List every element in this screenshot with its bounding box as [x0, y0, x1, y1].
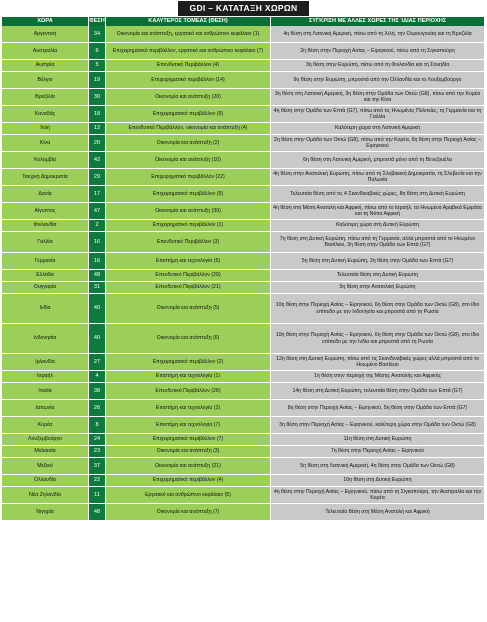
table-body: [2, 26, 485, 521]
rank-cell: 34: [89, 26, 106, 43]
compare-cell: 4η θέση στη Λατινική Αμερική, πίσω από τη Χιλή, την Ουρουγουάη και τη Βραζιλία: [271, 26, 485, 43]
sector-cell: Οικονομία και ανάπτυξη (5): [106, 294, 271, 324]
table-row: [2, 324, 485, 354]
sector-cell: Οικονομία και ανάπτυξη (7): [106, 504, 271, 521]
compare-cell: 8η θέση στην Περιοχή Ασίας – Ειρηνικού, 5η θέση στην Ομάδα των Επτά (G7): [271, 400, 485, 417]
country-cell: Μεξικό: [2, 458, 89, 475]
sector-cell: Επιχειρηματικό περιβάλλον, εργατικό και ανθρώπινο κεφάλαιο (7): [106, 43, 271, 60]
country-cell: Βραζιλία: [2, 89, 89, 106]
table-row: [2, 220, 485, 232]
country-cell: Νιγηρία: [2, 504, 89, 521]
sector-cell: Οικονομία και ανάπτυξη (39): [106, 203, 271, 220]
country-cell: Καναδάς: [2, 106, 89, 123]
rank-cell: 23: [89, 446, 106, 458]
table-row: [2, 504, 485, 521]
compare-cell: 4η θέση στην Περιοχή Ασίας – Ειρηνικού, πίσω από τη Σιγκαπούρη, την Αυστραλία και την Κορέα: [271, 487, 485, 504]
rank-cell: 31: [89, 282, 106, 294]
table-row: [2, 446, 485, 458]
page-title: GDI – ΚΑΤΑΤΑΞΗ ΧΩΡΩΝ: [178, 1, 310, 16]
country-cell: Αίγυπτος: [2, 203, 89, 220]
table-row: [2, 400, 485, 417]
rank-cell: 16: [89, 232, 106, 253]
table-row: [2, 458, 485, 475]
compare-cell: Τελευταία θέση από τις 4 Σκανδιναβικές χώρες, 8η θέση στη Δυτική Ευρώπη: [271, 186, 485, 203]
country-cell: Γερμανία: [2, 253, 89, 270]
country-cell: Αυστρία: [2, 60, 89, 72]
country-cell: Χιλή: [2, 123, 89, 135]
compare-cell: 3η θέση στη Λατινική Αμερική, 3η θέση στην Ομάδα των Οκτώ (G8), πίσω από την Κορέα και την Κίνα: [271, 89, 485, 106]
rank-cell: 26: [89, 400, 106, 417]
rank-cell: 2: [89, 220, 106, 232]
column-header-sector: ΚΑΛΥΤΕΡΟΣ ΤΟΜΕΑΣ (ΘΕΣΗ): [106, 17, 271, 26]
country-cell: Ινδία: [2, 294, 89, 324]
compare-cell: 3η θέση στην Ευρώπη, πίσω από τη Φινλανδία και τη Σουηδία: [271, 60, 485, 72]
column-header-rank: ΘΕΣΗ: [89, 18, 105, 24]
compare-cell: 7η θέση στην Περιοχή Ασίας – Ειρηνικού: [271, 446, 485, 458]
table-row: [2, 203, 485, 220]
compare-cell: 1η θέση στην περιοχή της Μέσης Ανατολής και Αφρικής: [271, 371, 485, 383]
table-row: [2, 169, 485, 186]
rank-cell: 27: [89, 354, 106, 371]
compare-cell: 5η θέση στη Δυτική Ευρώπη, 2η θέση στην Ομάδα των Επτά (G7): [271, 253, 485, 270]
sector-cell: Επιχειρηματικό περιβάλλον (7): [106, 434, 271, 446]
table-row: [2, 135, 485, 152]
country-cell: Τσεχική Δημοκρατία: [2, 169, 89, 186]
sector-cell: Επενδυτικό Περιβάλλον (29): [106, 270, 271, 282]
table-row: [2, 270, 485, 282]
rank-cell: 48: [89, 504, 106, 521]
rank-cell: 47: [89, 203, 106, 220]
rank-cell: 48: [89, 270, 106, 282]
sector-cell: Επιχειρηματικό περιβάλλον (4): [106, 475, 271, 487]
rank-cell: 40: [89, 294, 106, 324]
table-row: [2, 106, 485, 123]
sector-cell: Επιχειρηματικό περιβάλλον (22): [106, 169, 271, 186]
compare-cell: 11η θέση στη Δυτική Ευρώπη: [271, 434, 485, 446]
sector-cell: Επενδυτικό Περιβάλλον (4): [106, 60, 271, 72]
rank-cell: 5: [89, 60, 106, 72]
country-cell: Ουγγαρία: [2, 282, 89, 294]
compare-cell: 4η θέση στην Ανατολική Ευρώπη, πίσω από τη Σλοβακική Δημοκρατία, τη Σλοβενία και την Πολωνία: [271, 169, 485, 186]
country-cell: Κίνα: [2, 135, 89, 152]
compare-cell: 9η θέση στην Ευρώπη, μπροστά από την Ολλανδία και το Λουξεμβούργο: [271, 72, 485, 89]
table-row: [2, 152, 485, 169]
country-cell: Ολλανδία: [2, 475, 89, 487]
compare-cell: 4η θέση στην Ομάδα των Επτά (G7), πίσω από τις Ηνωμένες Πολιτείες, τη Γερμανία και τη Γαλλία: [271, 106, 485, 123]
rank-cell: 30: [89, 89, 106, 106]
compare-cell: Τελευταία θέση στη Δυτική Ευρώπη: [271, 270, 485, 282]
column-header-country: ΧΩΡΑ: [2, 17, 89, 26]
table-row: [2, 72, 485, 89]
country-cell: Ιρλανδία: [2, 354, 89, 371]
sector-cell: Επιχειρηματικό περιβάλλον (1): [106, 220, 271, 232]
country-cell: Φινλανδία: [2, 220, 89, 232]
sector-cell: Επιστήμη και τεχνολογία (1): [106, 371, 271, 383]
sector-cell: Οικονομία και ανάπτυξη (3): [106, 446, 271, 458]
rank-cell: 40: [89, 324, 106, 354]
table-row: [2, 354, 485, 371]
compare-cell: 10η θέση στην Περιοχή Ασίας – Ειρηνικού, 6η θέση στην Ομάδα των Οκτώ (G8), στο ίδιο επίπεδο με την Ινδονησία και μπροστά από τη Ρωσία: [271, 294, 485, 324]
table-row: [2, 186, 485, 203]
sector-cell: Επιχειρηματικό περιβάλλον (14): [106, 72, 271, 89]
compare-cell: Τελευταία θέση στη Μέση Ανατολή και Αφρική: [271, 504, 485, 521]
sector-cell: Επιστήμη και τεχνολογία (2): [106, 400, 271, 417]
compare-cell: Καλύτερη χώρα στη Δυτική Ευρώπη: [271, 220, 485, 232]
table-row: [2, 43, 485, 60]
table-row: [2, 26, 485, 43]
rank-cell: 38: [89, 383, 106, 400]
country-cell: Βέλγιο: [2, 72, 89, 89]
rank-cell: 29: [89, 169, 106, 186]
country-cell: Λουξεμβούργο: [2, 434, 89, 446]
country-cell: Κορέα: [2, 417, 89, 434]
rank-cell: 37: [89, 458, 106, 475]
country-cell: Ιαπωνία: [2, 400, 89, 417]
rank-cell: 12: [89, 123, 106, 135]
table-row: [2, 383, 485, 400]
country-cell: Κολομβία: [2, 152, 89, 169]
table-row: [2, 417, 485, 434]
rank-cell: 22: [89, 475, 106, 487]
sector-cell: Οικονομία και ανάπτυξη, εργατικό και ανθρώπινο κεφάλαιο (1): [106, 26, 271, 43]
sector-cell: Εργατικό και ανθρώπινο κεφάλαιο (5): [106, 487, 271, 504]
country-cell: Νέα Ζηλανδία: [2, 487, 89, 504]
rank-cell: 19: [89, 72, 106, 89]
compare-cell: 4η θέση στη Μέση Ανατολή και Αφρική, πίσω από το Ισραήλ, τα Ηνωμένα Αραβικά Εμιράτα και τη Νότια Αφρική: [271, 203, 485, 220]
sector-cell: Επενδυτικό Περιβάλλον (3): [106, 232, 271, 253]
country-cell: Ινδονησία: [2, 324, 89, 354]
rank-cell: 4: [89, 371, 106, 383]
table-row: [2, 371, 485, 383]
table-row: [2, 434, 485, 446]
table-row: [2, 89, 485, 106]
country-cell: Ελλάδα: [2, 270, 89, 282]
sector-cell: Επιχειρηματικό περιβάλλον (6): [106, 106, 271, 123]
table-row: [2, 487, 485, 504]
country-cell: Δανία: [2, 186, 89, 203]
rank-cell: 17: [89, 186, 106, 203]
sector-cell: Οικονομία και ανάπτυξη (6): [106, 324, 271, 354]
sector-cell: Επιχειρηματικό περιβάλλον (2): [106, 354, 271, 371]
table-row: [2, 60, 485, 72]
rank-cell: 42: [89, 152, 106, 169]
rank-cell: 18: [89, 106, 106, 123]
compare-cell: 2η θέση στην Ομάδα των Οκτώ (G8), πίσω από την Κορέα, 6η θέση στην Περιοχή Ασίας – Ειρηνικού: [271, 135, 485, 152]
sector-cell: Επενδυτικό Περιβάλλον (21): [106, 282, 271, 294]
sector-cell: Οικονομία και ανάπτυξη (2): [106, 135, 271, 152]
sector-cell: Οικονομία και ανάπτυξη (21): [106, 458, 271, 475]
country-cell: Αυστραλία: [2, 43, 89, 60]
compare-cell: 5η θέση στην Ανατολική Ευρώπη: [271, 282, 485, 294]
rank-cell: 6: [89, 43, 106, 60]
sector-cell: Επενδυτικό Περιβάλλον, οικονομία και ανάπτυξη (4): [106, 123, 271, 135]
table-row: [2, 123, 485, 135]
rank-cell: 24: [89, 434, 106, 446]
compare-cell: 2η θέση στην Περιοχή Ασίας – Ειρηνικού, πίσω από τη Σιγκαπούρη: [271, 43, 485, 60]
country-cell: Αργεντινή: [2, 26, 89, 43]
compare-cell: 12η θέση στη Δυτική Ευρώπη, πίσω από τις Σκανδιναβικές χώρες αλλά μπροστά από το Ηνωμένο Βασίλειο: [271, 354, 485, 371]
compare-cell: 7η θέση στη Δυτική Ευρώπη, πίσω από τη Γερμανία, αλλά μπροστά από το Ηνωμένο Βασίλειο, 3η θέση στην Ομάδα των Επτά (G7): [271, 232, 485, 253]
header-row: [2, 17, 485, 26]
compare-cell: 6η θέση στη Λατινική Αμερική, μπροστά μόνο από τη Βενεζουέλα: [271, 152, 485, 169]
compare-cell: 5η θέση στη Λατινική Αμερική, 4η θέση στην Ομάδα των Οκτώ (G8): [271, 458, 485, 475]
compare-cell: Καλύτερη χώρα στη Λατινική Αμερική: [271, 123, 485, 135]
country-cell: Ιταλία: [2, 383, 89, 400]
rank-cell: 20: [89, 135, 106, 152]
table-row: [2, 475, 485, 487]
sector-cell: Οικονομία και ανάπτυξη (20): [106, 89, 271, 106]
table-row: [2, 294, 485, 324]
table-row: [2, 232, 485, 253]
compare-cell: 10η θέση στην Περιοχή Ασίας – Ειρηνικού, 6η θέση στην Ομάδα των Οκτώ (G8), στο ίδιο επίπεδο με την Ινδία και μπροστά από τη Ρωσία: [271, 324, 485, 354]
table-row: [2, 282, 485, 294]
country-cell: Ισραήλ: [2, 371, 89, 383]
sector-cell: Επενδυτικό Περιβάλλον (28): [106, 383, 271, 400]
table-row: [2, 253, 485, 270]
compare-cell: 10η θέση στη Δυτική Ευρώπη: [271, 475, 485, 487]
title-bar: [0, 0, 487, 17]
rank-cell: 11: [89, 487, 106, 504]
rank-cell: 16: [89, 253, 106, 270]
sector-cell: Επιστήμη και τεχνολογία (7): [106, 417, 271, 434]
sector-cell: Επιχειρηματικό περιβάλλον (5): [106, 186, 271, 203]
rank-cell: 8: [89, 417, 106, 434]
sector-cell: Οικονομία και ανάπτυξη (10): [106, 152, 271, 169]
column-header-compare: ΣΥΓΚΡΙΣΗ ΜΕ ΆΛΛΕΣ ΧΩΡΕΣ ΤΗΣ ΊΔΙΑΣ ΠΕΡΙΟΧΗΣ: [271, 17, 485, 26]
sector-cell: Επιστήμη και τεχνολογία (5): [106, 253, 271, 270]
compare-cell: 3η θέση στην Περιοχή Ασίας – Ειρηνικού, καλύτερη χώρα στην Ομάδα των Οκτώ (G8): [271, 417, 485, 434]
ranking-table: [2, 17, 485, 521]
compare-cell: 14η θέση στη Δυτική Ευρώπη, τελευταία θέση στην Ομάδα των Επτά (G7): [271, 383, 485, 400]
country-cell: Μαλαισία: [2, 446, 89, 458]
country-cell: Γαλλία: [2, 232, 89, 253]
